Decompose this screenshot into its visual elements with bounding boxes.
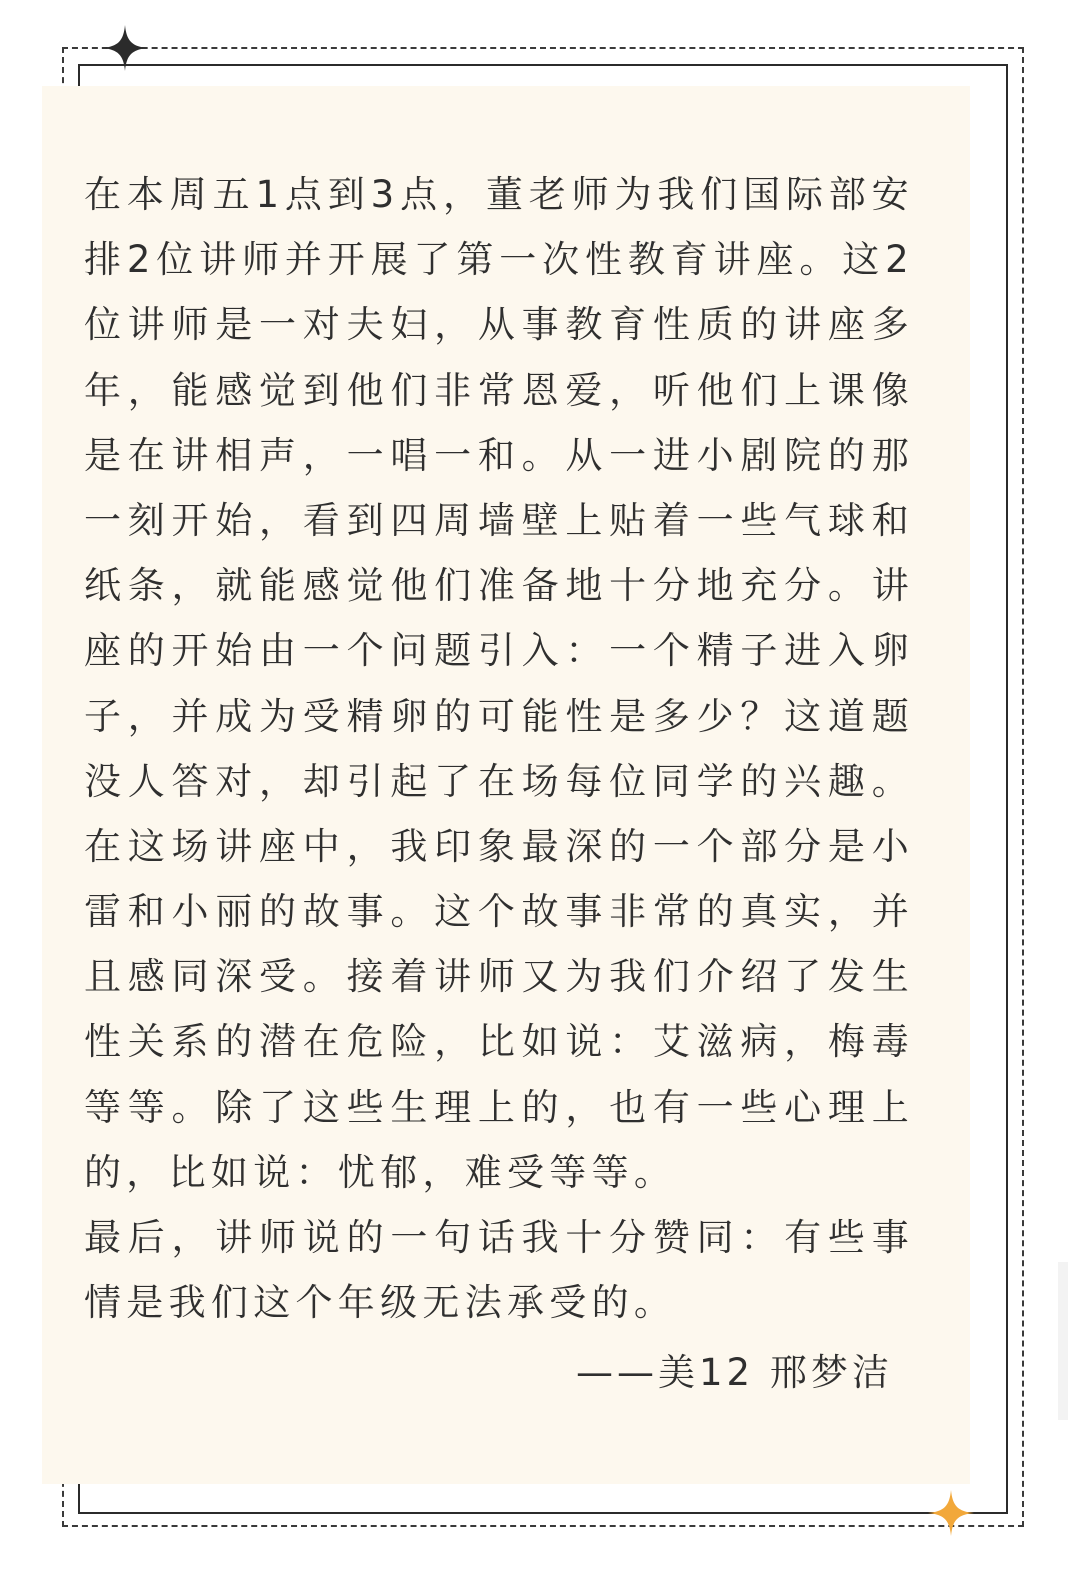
- essay-line: 位讲师是一对夫妇，从事教育性质的讲座多: [84, 303, 914, 347]
- essay-line: 情是我们这个年级无法承受的。: [84, 1281, 677, 1325]
- author-signature: ——美12 邢梦洁: [576, 1351, 893, 1394]
- essay-line: 在本周五1点到3点，董老师为我们国际部安: [84, 173, 914, 216]
- essay-line: 性关系的潜在危险，比如说：艾滋病，梅毒: [84, 1020, 914, 1064]
- essay-line: 一刻开始，看到四周墙壁上贴着一些气球和: [84, 498, 914, 542]
- essay-line: 是在讲相声，一唱一和。从一进小剧院的那: [84, 433, 914, 477]
- sparkle-star-icon: [102, 25, 148, 71]
- essay-line: 座的开始由一个问题引入：一个精子进入卵: [84, 629, 914, 673]
- essay-line: 没人答对，却引起了在场每位同学的兴趣。: [84, 759, 914, 803]
- scroll-edge-strip: [1058, 1262, 1068, 1420]
- essay-body: [84, 162, 914, 1335]
- essay-line: 雷和小丽的故事。这个故事非常的真实，并: [84, 890, 914, 934]
- sparkle-star-gold-icon: [928, 1490, 974, 1536]
- essay-line: 年，能感觉到他们非常恩爱，听他们上课像: [84, 368, 914, 412]
- essay-line: 在这场讲座中，我印象最深的一个部分是小: [84, 824, 914, 868]
- essay-line: 最后，讲师说的一句话我十分赞同：有些事: [84, 1216, 914, 1259]
- essay-line: 等等。除了这些生理上的，也有一些心理上: [84, 1085, 914, 1129]
- essay-line: 子，并成为受精卵的可能性是多少？这道题: [84, 694, 914, 738]
- essay-line: 排2位讲师并开展了第一次性教育讲座。这2: [84, 238, 914, 282]
- essay-line: 且感同深受。接着讲师又为我们介绍了发生: [84, 955, 914, 999]
- essay-line: 纸条，就能感觉他们准备地十分地充分。讲: [84, 564, 914, 608]
- essay-line: 的，比如说：忧郁，难受等等。: [84, 1150, 677, 1194]
